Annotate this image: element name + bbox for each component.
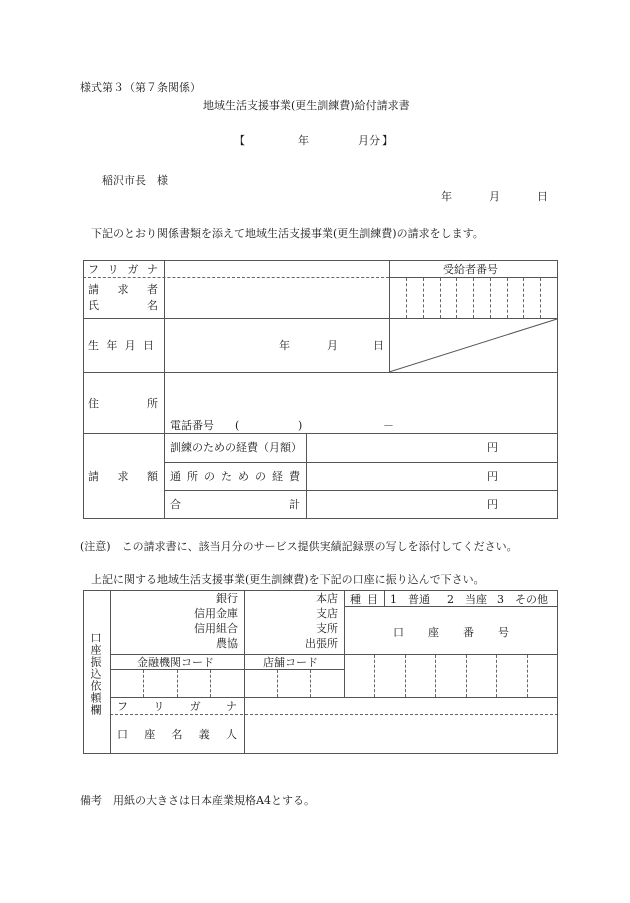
phone-input[interactable] bbox=[240, 414, 540, 432]
label-char: 氏 bbox=[88, 299, 99, 312]
label-char: 番 bbox=[463, 626, 474, 639]
date-year-label: 年 bbox=[441, 190, 452, 203]
commuting-expense-input[interactable] bbox=[307, 463, 557, 490]
phone-open-paren: ( bbox=[235, 419, 240, 432]
label-char: 求 bbox=[117, 283, 129, 296]
holder-furigana-label bbox=[117, 701, 237, 712]
institution-type-bank: 銀行 bbox=[216, 592, 238, 605]
label-char: 生 bbox=[88, 339, 99, 352]
holder-furigana-input[interactable] bbox=[245, 698, 557, 714]
training-expense-unit: 円 bbox=[487, 441, 498, 454]
label-char: 額 bbox=[147, 470, 158, 483]
institution-code-input[interactable] bbox=[111, 670, 244, 697]
training-expense-label: 訓練のための経費（月額） bbox=[170, 441, 302, 454]
branch-type-sub-branch: 支所 bbox=[316, 622, 338, 635]
label-char: 人 bbox=[226, 728, 237, 741]
applicant-name-label-line1 bbox=[88, 284, 158, 295]
applicant-name-label-line2 bbox=[88, 300, 158, 311]
addressee: 稲沢市長 様 bbox=[102, 174, 168, 187]
account-number-input[interactable] bbox=[345, 655, 557, 697]
label-char: 座 bbox=[144, 728, 156, 741]
recipient-number-label: 受給者番号 bbox=[443, 263, 498, 276]
label-char: た bbox=[221, 470, 232, 483]
label-char: 口 bbox=[393, 626, 404, 639]
applicant-name-input[interactable] bbox=[165, 278, 388, 318]
label-char: 者 bbox=[147, 283, 158, 296]
label-char: の bbox=[255, 470, 266, 483]
label-char: 月 bbox=[124, 339, 136, 352]
account-type-option-other[interactable]: 3 その他 bbox=[497, 593, 548, 606]
branch-code-label: 店舗コード bbox=[263, 656, 318, 669]
label-char: 口 bbox=[117, 728, 128, 741]
form-number: 様式第３（第７条関係） bbox=[80, 81, 201, 94]
phone-close-paren: ) bbox=[298, 419, 303, 432]
label-char: 所 bbox=[187, 470, 198, 483]
birth-month-label: 月 bbox=[327, 339, 338, 352]
label-char: ガ bbox=[127, 263, 139, 276]
label-char: 年 bbox=[106, 339, 118, 352]
furigana-label bbox=[88, 264, 158, 275]
phone-label: 電話番号 bbox=[170, 419, 214, 432]
page-title: 地域生活支援事業(更生訓練費)給付請求書 bbox=[203, 99, 410, 112]
diagonal-strike-line bbox=[389, 318, 558, 373]
label-char: 所 bbox=[147, 397, 158, 410]
period-year-label: 年 bbox=[298, 134, 309, 147]
account-holder-label bbox=[117, 729, 237, 740]
label-char: 計 bbox=[289, 498, 300, 511]
label-char: 合 bbox=[170, 498, 181, 511]
label-char: 費 bbox=[289, 470, 300, 483]
training-expense-input[interactable] bbox=[307, 434, 557, 462]
label-char: 号 bbox=[498, 626, 509, 639]
total-input[interactable] bbox=[307, 491, 557, 518]
recipient-number-field[interactable] bbox=[390, 278, 557, 318]
branch-code-input[interactable] bbox=[245, 670, 344, 697]
period-month-label: 月分 bbox=[358, 134, 380, 147]
label-char: リ bbox=[153, 700, 165, 713]
label-char: 経 bbox=[272, 470, 283, 483]
total-label bbox=[170, 499, 300, 510]
commuting-expense-label bbox=[170, 471, 300, 482]
transfer-intro: 上記に関する地域生活支援事業(更生訓練費)を下記の口座に振り込んで下さい。 bbox=[91, 573, 485, 586]
branch-type-branch: 支店 bbox=[316, 607, 338, 620]
label-char: 座 bbox=[428, 626, 439, 639]
total-unit: 円 bbox=[487, 498, 498, 511]
address-label bbox=[88, 398, 158, 409]
remarks: 備考 用紙の大きさは日本産業規格A4とする。 bbox=[80, 794, 315, 807]
birth-date-input[interactable] bbox=[165, 319, 388, 372]
label-char: 名 bbox=[147, 299, 158, 312]
institution-type-shinkin: 信用金庫 bbox=[194, 607, 238, 620]
institution-type-credit-union: 信用組合 bbox=[194, 622, 238, 635]
attachment-notice: (注意) この請求書に、該当月分のサービス提供実績記録票の写しを添付してください。 bbox=[80, 540, 518, 553]
account-type-option-ordinary[interactable]: 1 普通 bbox=[390, 593, 430, 606]
label-char: 請 bbox=[88, 470, 99, 483]
birth-day-label: 日 bbox=[373, 339, 384, 352]
label-char: リ bbox=[107, 263, 119, 276]
phone-dash: － bbox=[383, 419, 394, 432]
label-char: 義 bbox=[198, 728, 210, 741]
account-number-label bbox=[393, 627, 509, 638]
branch-type-agency: 出張所 bbox=[305, 637, 338, 650]
address-input[interactable] bbox=[165, 373, 557, 413]
label-char: ナ bbox=[225, 700, 237, 713]
label-char: 名 bbox=[171, 728, 183, 741]
birth-date-label bbox=[88, 340, 154, 351]
label-char: 通 bbox=[170, 470, 181, 483]
account-type-label bbox=[350, 594, 378, 605]
institution-code-label: 金融機関コード bbox=[137, 656, 214, 669]
date-month-label: 月 bbox=[489, 190, 500, 203]
label-char: ナ bbox=[146, 263, 158, 276]
label-char: 目 bbox=[367, 593, 378, 606]
birth-year-label: 年 bbox=[279, 339, 290, 352]
period-close-bracket: 】 bbox=[382, 134, 393, 147]
label-char: 種 bbox=[350, 593, 361, 606]
label-char: フ bbox=[88, 263, 99, 276]
account-holder-input[interactable] bbox=[245, 715, 557, 753]
label-char: フ bbox=[117, 700, 128, 713]
institution-type-ja: 農協 bbox=[216, 637, 238, 650]
claim-amount-label bbox=[88, 471, 158, 482]
applicant-furigana-input[interactable] bbox=[165, 261, 388, 276]
label-char: ガ bbox=[189, 700, 201, 713]
period-open-bracket: 【 bbox=[234, 134, 245, 147]
date-day-label: 日 bbox=[537, 190, 548, 203]
label-char: の bbox=[204, 470, 215, 483]
label-char: 求 bbox=[117, 470, 129, 483]
label-char: め bbox=[238, 470, 249, 483]
intro-text: 下記のとおり関係書類を添えて地域生活支援事業(更生訓練費)の請求をします。 bbox=[91, 227, 484, 240]
account-type-option-checking[interactable]: 2 当座 bbox=[447, 593, 487, 606]
label-char: 日 bbox=[142, 339, 154, 352]
commuting-expense-unit: 円 bbox=[487, 470, 498, 483]
label-char: 請 bbox=[88, 283, 99, 296]
bank-transfer-side-label: 口座振込依頼欄 bbox=[89, 632, 102, 716]
branch-type-head-office: 本店 bbox=[316, 592, 338, 605]
label-char: 住 bbox=[88, 397, 99, 410]
